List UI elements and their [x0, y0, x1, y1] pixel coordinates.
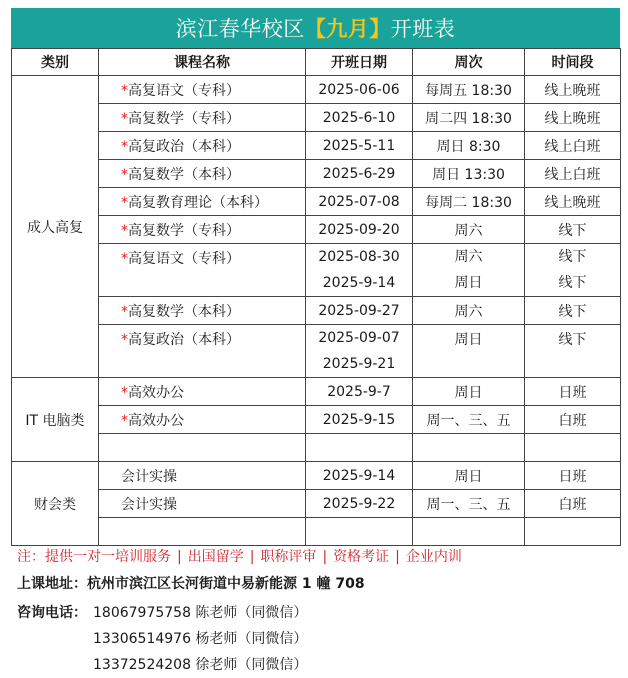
required-mark: * [121, 222, 128, 239]
required-mark: * [121, 384, 128, 401]
date-cell: 2025-5-11 [306, 132, 413, 160]
slot-cell: 线下 [525, 325, 621, 378]
weekday-cell: 每周五 18:30 [413, 76, 525, 104]
date-cell: 2025-09-20 [306, 216, 413, 244]
table-row [12, 104, 621, 132]
table-row [12, 188, 621, 216]
header-time-slot: 时间段 [525, 49, 621, 76]
course-name: 高复数学（专科） [128, 222, 240, 239]
required-mark: * [121, 412, 128, 429]
weekday-value: 周日 [454, 275, 483, 291]
course-cell [99, 76, 306, 104]
header-course: 课程名称 [99, 49, 306, 76]
date-value: 2025-09-07 [318, 330, 400, 346]
note-separator: | [395, 549, 400, 565]
date-cell: 2025-9-22 [306, 490, 413, 518]
phone-entry: 13306514976 杨老师（同微信） [93, 631, 308, 647]
course-cell [99, 378, 306, 406]
slot-cell: 线上晚班 [525, 76, 621, 104]
header-start-date: 开班日期 [306, 49, 413, 76]
weekday-cell: 周六 [413, 297, 525, 325]
course-cell [99, 216, 306, 244]
date-cell: 2025-09-27 [306, 297, 413, 325]
date-value: 2025-9-21 [322, 356, 396, 372]
course-cell [99, 406, 306, 434]
empty-cell [413, 518, 525, 546]
date-cell: 2025-9-14 [306, 462, 413, 490]
title-bracket-close: 】 [369, 17, 391, 41]
address-line [17, 573, 365, 593]
required-mark: * [121, 303, 128, 320]
empty-cell [413, 434, 525, 462]
contact-row [17, 600, 307, 626]
course-name: 高复语文（专科） [128, 82, 240, 99]
page-title [11, 8, 620, 48]
table-row [12, 297, 621, 325]
course-cell [99, 462, 306, 490]
slot-cell: 白班 [525, 406, 621, 434]
schedule-table [11, 48, 621, 546]
title-month: 九月 [326, 17, 370, 41]
slot-cell: 线上白班 [525, 132, 621, 160]
weekday-cell: 周二四 18:30 [413, 104, 525, 132]
note-item: 企业内训 [405, 549, 462, 565]
date-cell [306, 244, 413, 297]
note-separator: | [177, 549, 182, 565]
empty-cell [306, 518, 413, 546]
weekday-cell: 周日 [413, 378, 525, 406]
course-cell [99, 188, 306, 216]
table-header-row [12, 49, 621, 76]
slot-cell: 线上晚班 [525, 188, 621, 216]
course-name: 高复数学（本科） [128, 303, 240, 320]
date-cell: 2025-9-7 [306, 378, 413, 406]
course-cell [99, 160, 306, 188]
course-cell [99, 297, 306, 325]
table-row [12, 406, 621, 434]
table-row [12, 76, 621, 104]
course-name: 高复教育理论（本科） [128, 194, 268, 211]
empty-cell [525, 434, 621, 462]
slot-cell: 日班 [525, 378, 621, 406]
empty-cell [99, 434, 306, 462]
slot-cell: 白班 [525, 490, 621, 518]
date-cell: 2025-9-15 [306, 406, 413, 434]
course-name: 高复政治（本科） [128, 332, 240, 348]
course-name: 会计实操 [121, 496, 177, 513]
header-weekday: 周次 [413, 49, 525, 76]
table-row-empty [12, 434, 621, 462]
date-value: 2025-9-14 [322, 275, 396, 291]
table-row [12, 490, 621, 518]
required-mark: * [121, 194, 128, 211]
note-item: 提供一对一培训服务 [45, 549, 171, 565]
slot-cell: 线上白班 [525, 160, 621, 188]
title-bracket-open: 【 [304, 17, 327, 41]
category-cell: IT 电脑类 [12, 378, 99, 462]
weekday-cell: 周一、三、五 [413, 406, 525, 434]
contact-label: 咨询电话： [17, 605, 87, 621]
note-item: 资格考证 [333, 549, 390, 565]
table-row-empty [12, 518, 621, 546]
course-cell [99, 244, 306, 297]
contact-row [17, 626, 307, 652]
course-cell [99, 490, 306, 518]
empty-cell [306, 434, 413, 462]
weekday-value: 周六 [454, 249, 483, 265]
table-row [12, 160, 621, 188]
required-mark: * [121, 332, 128, 348]
table-row [12, 378, 621, 406]
required-mark: * [121, 166, 128, 183]
date-cell: 2025-6-10 [306, 104, 413, 132]
note-item: 职称评审 [260, 549, 317, 565]
required-mark: * [121, 138, 128, 155]
course-name: 高复语文（专科） [128, 251, 240, 267]
weekday-cell: 周日 13:30 [413, 160, 525, 188]
contact-row [17, 652, 307, 678]
note-label: 注： [17, 549, 45, 565]
date-cell: 2025-06-06 [306, 76, 413, 104]
category-cell: 成人高复 [12, 76, 99, 378]
date-cell: 2025-07-08 [306, 188, 413, 216]
course-name: 高复数学（专科） [128, 110, 240, 127]
table-row [12, 216, 621, 244]
slot-cell: 线上晚班 [525, 104, 621, 132]
category-cell: 财会类 [12, 462, 99, 546]
course-cell [99, 132, 306, 160]
slot-value: 线下 [558, 275, 587, 291]
required-mark: * [121, 251, 128, 267]
title-prefix: 滨江春华校区 [175, 17, 305, 41]
header-category: 类别 [12, 49, 99, 76]
weekday-cell: 周日 [413, 325, 525, 378]
required-mark: * [121, 110, 128, 127]
address-value: 杭州市滨江区长河街道中易新能源 1 幢 708 [87, 576, 365, 592]
required-mark: * [121, 82, 128, 99]
slot-cell: 线下 [525, 297, 621, 325]
weekday-cell: 每周二 18:30 [413, 188, 525, 216]
table-row [12, 462, 621, 490]
course-name: 高复政治（本科） [128, 138, 240, 155]
weekday-cell: 周日 [413, 462, 525, 490]
phone-entry: 13372524208 徐老师（同微信） [93, 657, 308, 673]
weekday-cell [413, 244, 525, 297]
weekday-cell: 周六 [413, 216, 525, 244]
contact-block [17, 600, 307, 678]
slot-cell: 线下 [525, 216, 621, 244]
course-cell [99, 325, 306, 378]
slot-cell [525, 244, 621, 297]
services-note [17, 546, 462, 566]
note-separator: | [249, 549, 255, 565]
slot-value: 线下 [558, 249, 587, 265]
weekday-cell: 周日 8:30 [413, 132, 525, 160]
weekday-cell: 周一、三、五 [413, 490, 525, 518]
course-name: 高效办公 [128, 412, 184, 429]
course-name: 高效办公 [128, 384, 184, 401]
date-cell [306, 325, 413, 378]
course-name: 会计实操 [121, 468, 177, 485]
empty-cell [99, 518, 306, 546]
table-row [12, 132, 621, 160]
note-separator: | [322, 549, 328, 565]
title-suffix: 开班表 [390, 17, 456, 41]
date-cell: 2025-6-29 [306, 160, 413, 188]
note-item: 出国留学 [187, 549, 244, 565]
slot-cell: 日班 [525, 462, 621, 490]
course-name: 高复数学（本科） [128, 166, 240, 183]
address-label: 上课地址： [17, 576, 87, 592]
date-value: 2025-08-30 [318, 249, 400, 265]
empty-cell [525, 518, 621, 546]
course-cell [99, 104, 306, 132]
phone-entry: 18067975758 陈老师（同微信） [93, 605, 308, 621]
